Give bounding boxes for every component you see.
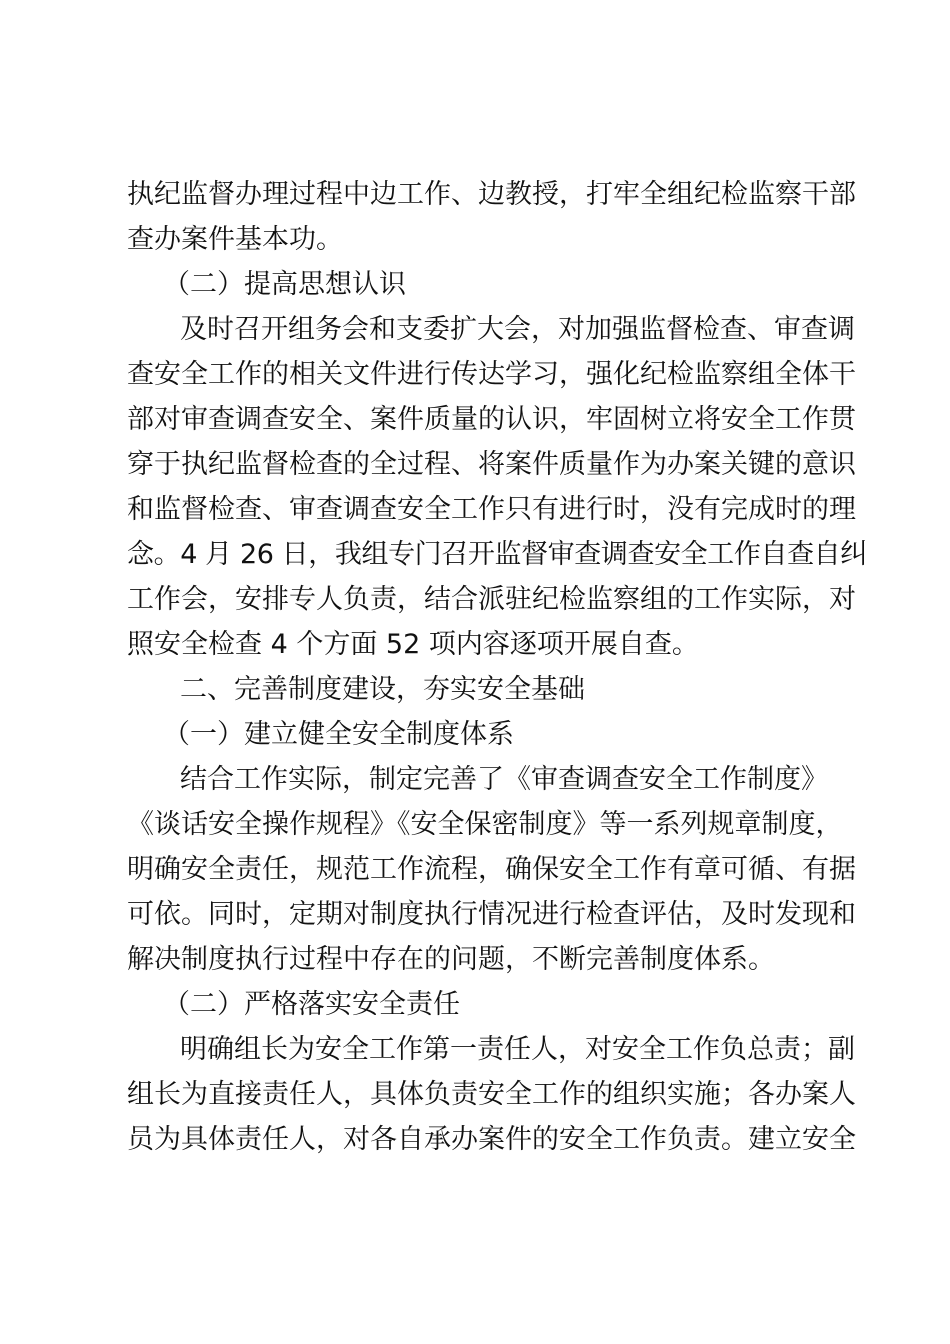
subsection-heading: （二）提高思想认识	[163, 269, 406, 300]
body-text-line: 部对审查调查安全、案件质量的认识，牢固树立将安全工作贯	[127, 404, 856, 435]
body-text-line: 组长为直接责任人，具体负责安全工作的组织实施；各办案人	[127, 1079, 856, 1110]
body-text-line: 《谈话安全操作规程》《安全保密制度》等一系列规章制度，	[127, 809, 843, 840]
body-text-line: 查安全工作的相关文件进行传达学习，强化纪检监察组全体干	[127, 359, 856, 390]
body-text-line: 念。4 月 26 日，我组专门召开监督审查调查安全工作自查自纠	[127, 539, 867, 570]
body-text-line: 员为具体责任人，对各自承办案件的安全工作负责。建立安全	[127, 1124, 856, 1155]
body-text-line: 执纪监督办理过程中边工作、边教授，打牢全组纪检监察干部	[127, 179, 856, 210]
subsection-heading: （一）建立健全安全制度体系	[163, 719, 514, 750]
body-text-line: 查办案件基本功。	[127, 224, 343, 255]
body-text-line: 和监督检查、审查调查安全工作只有进行时，没有完成时的理	[127, 494, 856, 525]
body-text-line: 穿于执纪监督检查的全过程、将案件质量作为办案关键的意识	[127, 449, 856, 480]
body-text-line: 明确安全责任，规范工作流程，确保安全工作有章可循、有据	[127, 854, 856, 885]
body-text-line: 明确组长为安全工作第一责任人，对安全工作负总责；副	[180, 1034, 855, 1065]
body-text-line: 可依。同时，定期对制度执行情况进行检查评估，及时发现和	[127, 899, 856, 930]
body-text-line: 照安全检查 4 个方面 52 项内容逐项开展自查。	[127, 629, 699, 660]
body-text-line: 解决制度执行过程中存在的问题，不断完善制度体系。	[127, 944, 775, 975]
body-text-line: 及时召开组务会和支委扩大会，对加强监督检查、审查调	[180, 314, 855, 345]
subsection-heading: （二）严格落实安全责任	[163, 989, 460, 1020]
section-heading: 二、完善制度建设，夯实安全基础	[180, 674, 585, 705]
body-text-line: 结合工作实际，制定完善了《审查调查安全工作制度》	[180, 764, 828, 795]
body-text-line: 工作会，安排专人负责，结合派驻纪检监察组的工作实际，对	[127, 584, 856, 615]
